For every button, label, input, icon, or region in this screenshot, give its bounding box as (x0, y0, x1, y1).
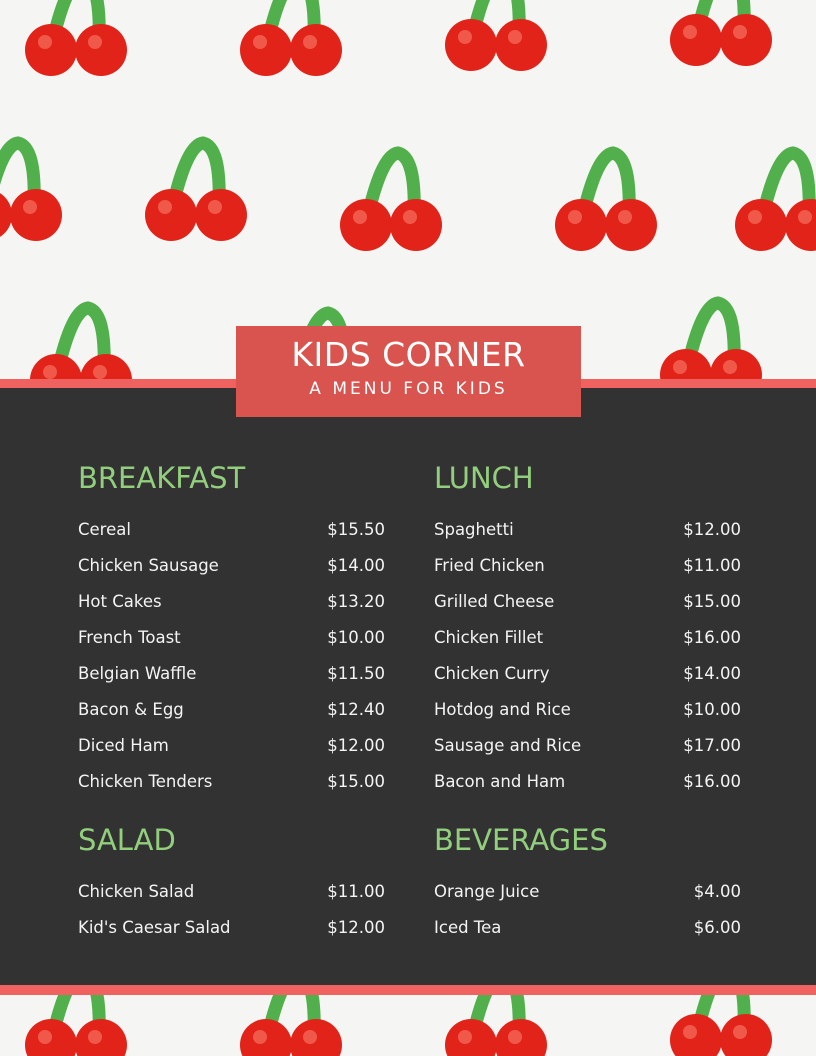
menu-item (434, 656, 741, 692)
menu-item (434, 512, 741, 548)
section-heading: SALAD (78, 823, 176, 857)
item-name: Chicken Salad (78, 882, 195, 901)
cherry-icon (0, 143, 62, 241)
item-price: $16.00 (683, 628, 741, 647)
item-price: $14.00 (683, 664, 741, 683)
cherry-icon (240, 995, 342, 1056)
menu-item (434, 692, 741, 728)
cherry-icon (240, 0, 342, 76)
menu-item (78, 584, 385, 620)
cherry-icon (735, 153, 816, 251)
item-name: Bacon & Egg (78, 700, 184, 719)
item-name: Iced Tea (434, 918, 502, 937)
item-name: Orange Juice (434, 882, 540, 901)
item-price: $15.50 (327, 520, 385, 539)
item-name: Grilled Cheese (434, 592, 555, 611)
cherry-icon (30, 308, 132, 380)
item-name: Spaghetti (434, 520, 514, 539)
item-price: $6.00 (693, 918, 741, 937)
item-name: Diced Ham (78, 736, 169, 755)
item-name: Chicken Tenders (78, 772, 213, 791)
item-price: $13.20 (327, 592, 385, 611)
cherry-icon (25, 995, 127, 1056)
menu-title: KIDS CORNER (291, 335, 526, 374)
item-price: $10.00 (683, 700, 741, 719)
item-name: Sausage and Rice (434, 736, 582, 755)
item-name: Chicken Curry (434, 664, 550, 683)
section-heading: BREAKFAST (78, 461, 246, 495)
cherry-icon (145, 143, 247, 241)
item-name: Belgian Waffle (78, 664, 197, 683)
menu-item (78, 910, 385, 946)
section-heading: BEVERAGES (434, 823, 608, 857)
cherry-icon (25, 0, 127, 76)
item-price: $12.00 (327, 918, 385, 937)
menu-item (78, 620, 385, 656)
item-price: $14.00 (327, 556, 385, 575)
item-price: $15.00 (327, 772, 385, 791)
section-breakfast (78, 458, 385, 800)
menu-item (434, 874, 741, 910)
menu-item (78, 512, 385, 548)
cherry-icon (670, 995, 772, 1056)
item-price: $11.50 (327, 664, 385, 683)
cherry-icon (660, 303, 762, 380)
item-name: French Toast (78, 628, 181, 647)
menu-item (434, 728, 741, 764)
item-price: $17.00 (683, 736, 741, 755)
item-name: Hot Cakes (78, 592, 162, 611)
item-name: Fried Chicken (434, 556, 545, 575)
item-price: $12.00 (327, 736, 385, 755)
gummy-cherries-image-bottom (0, 995, 816, 1056)
menu-item (78, 764, 385, 800)
section-heading: LUNCH (434, 461, 534, 495)
section-beverages (434, 820, 741, 946)
item-name: Chicken Sausage (78, 556, 219, 575)
item-price: $16.00 (683, 772, 741, 791)
item-price: $12.40 (327, 700, 385, 719)
menu-item (434, 910, 741, 946)
menu-item (434, 620, 741, 656)
menu-item (78, 874, 385, 910)
section-salad (78, 820, 385, 946)
menu-subtitle: A MENU FOR KIDS (309, 379, 508, 399)
menu-item (434, 764, 741, 800)
cherry-icon (555, 153, 657, 251)
menu-item (78, 548, 385, 584)
cherry-icon (670, 0, 772, 66)
gummy-cherries-image-top (0, 0, 816, 380)
cherry-icon (445, 0, 547, 71)
cherry-icon (445, 995, 547, 1056)
item-price: $11.00 (683, 556, 741, 575)
item-price: $4.00 (693, 882, 741, 901)
item-name: Cereal (78, 520, 131, 539)
item-price: $12.00 (683, 520, 741, 539)
bottom-accent-stripe (0, 985, 816, 995)
menu-item (434, 584, 741, 620)
cherry-icon (340, 153, 442, 251)
item-price: $11.00 (327, 882, 385, 901)
item-name: Chicken Fillet (434, 628, 544, 647)
menu-item (78, 656, 385, 692)
menu-item (434, 548, 741, 584)
menu-item (78, 728, 385, 764)
item-price: $15.00 (683, 592, 741, 611)
item-name: Bacon and Ham (434, 772, 566, 791)
item-name: Hotdog and Rice (434, 700, 571, 719)
title-banner (236, 326, 581, 417)
item-price: $10.00 (327, 628, 385, 647)
menu-item (78, 692, 385, 728)
item-name: Kid's Caesar Salad (78, 918, 231, 937)
section-lunch (434, 458, 741, 800)
